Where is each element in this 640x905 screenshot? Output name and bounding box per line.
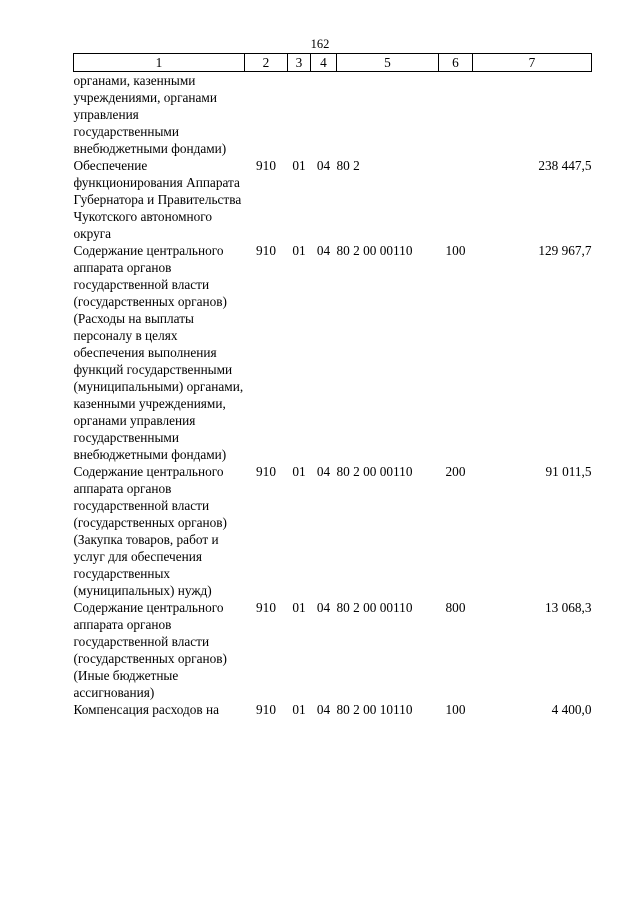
row-expense-type: 800 (445, 600, 466, 615)
row-amount: 129 967,7 (538, 243, 592, 258)
row-ministry-code: 910 (256, 243, 276, 258)
header-row (74, 54, 592, 72)
table-body (74, 72, 592, 719)
column-header-5: 5 (337, 54, 439, 72)
row-ministry-code: 910 (256, 464, 276, 479)
row-ministry-code: 910 (256, 600, 276, 615)
row-ministry-code: 910 (256, 702, 276, 717)
table-row (74, 463, 592, 599)
column-header-3: 3 (288, 54, 311, 72)
row-expense-type: 100 (445, 243, 466, 258)
page-number: 162 (310, 37, 330, 51)
column-header-2: 2 (245, 54, 288, 72)
row-subsection: 04 (316, 158, 331, 173)
row-amount: 4 400,0 (551, 702, 592, 717)
row-target-article (337, 72, 439, 158)
row-subsection: 04 (316, 600, 331, 615)
row-section: 01 (292, 600, 306, 615)
table-header (74, 54, 592, 72)
table-row (74, 242, 592, 463)
row-subsection (311, 72, 337, 158)
budget-table (73, 53, 592, 718)
row-section: 01 (292, 464, 306, 479)
row-section: 01 (292, 158, 306, 173)
column-header-1: 1 (74, 54, 245, 72)
row-target-article: 80 2 00 00110 (336, 243, 413, 258)
row-expense-type (439, 157, 473, 242)
row-name: Содержание центрального аппарата органов государственной власти (государственных органов) (Расходы на выплаты персоналу в целях обеспечения выполнения функций государственными (муниципальными) органами, казенными учреждениями, органами управления государственными внебюджетными фондами) (73, 243, 244, 462)
row-ministry-code (245, 72, 288, 158)
table-row (74, 701, 592, 718)
row-section: 01 (292, 702, 306, 717)
row-expense-type (439, 72, 473, 158)
row-expense-type: 200 (445, 464, 466, 479)
row-name: Компенсация расходов на (73, 702, 220, 717)
table-row (74, 72, 592, 158)
column-header-6: 6 (439, 54, 473, 72)
row-subsection: 04 (316, 464, 331, 479)
row-target-article: 80 2 00 00110 (336, 600, 413, 615)
row-section: 01 (292, 243, 306, 258)
row-name: Содержание центрального аппарата органов государственной власти (государственных органов) (Закупка товаров, работ и услуг для обеспечения государственных (муниципальных) нужд) (73, 464, 227, 598)
row-subsection: 04 (316, 243, 331, 258)
row-name: органами, казенными учреждениями, органами управления государственными внебюджетными фондами) (73, 73, 227, 156)
row-expense-type: 100 (445, 702, 466, 717)
row-target-article: 80 2 00 00110 (336, 464, 413, 479)
row-target-article: 80 2 (336, 158, 360, 173)
row-name: Обеспечение функционирования Аппарата Губернатора и Правительства Чукотского автономного округа (73, 158, 242, 241)
row-name: Содержание центрального аппарата органов государственной власти (государственных органов) (Иные бюджетные ассигнования) (73, 600, 227, 700)
table-row (74, 157, 592, 242)
row-ministry-code: 910 (256, 158, 276, 173)
row-amount: 91 011,5 (545, 464, 592, 479)
row-amount: 238 447,5 (538, 158, 592, 173)
row-section (288, 72, 311, 158)
row-target-article: 80 2 00 10110 (336, 702, 413, 717)
row-subsection: 04 (316, 702, 331, 717)
table-row (74, 599, 592, 701)
column-header-4: 4 (311, 54, 337, 72)
row-amount: 13 068,3 (544, 600, 592, 615)
column-header-7: 7 (473, 54, 592, 72)
row-amount (473, 72, 592, 158)
